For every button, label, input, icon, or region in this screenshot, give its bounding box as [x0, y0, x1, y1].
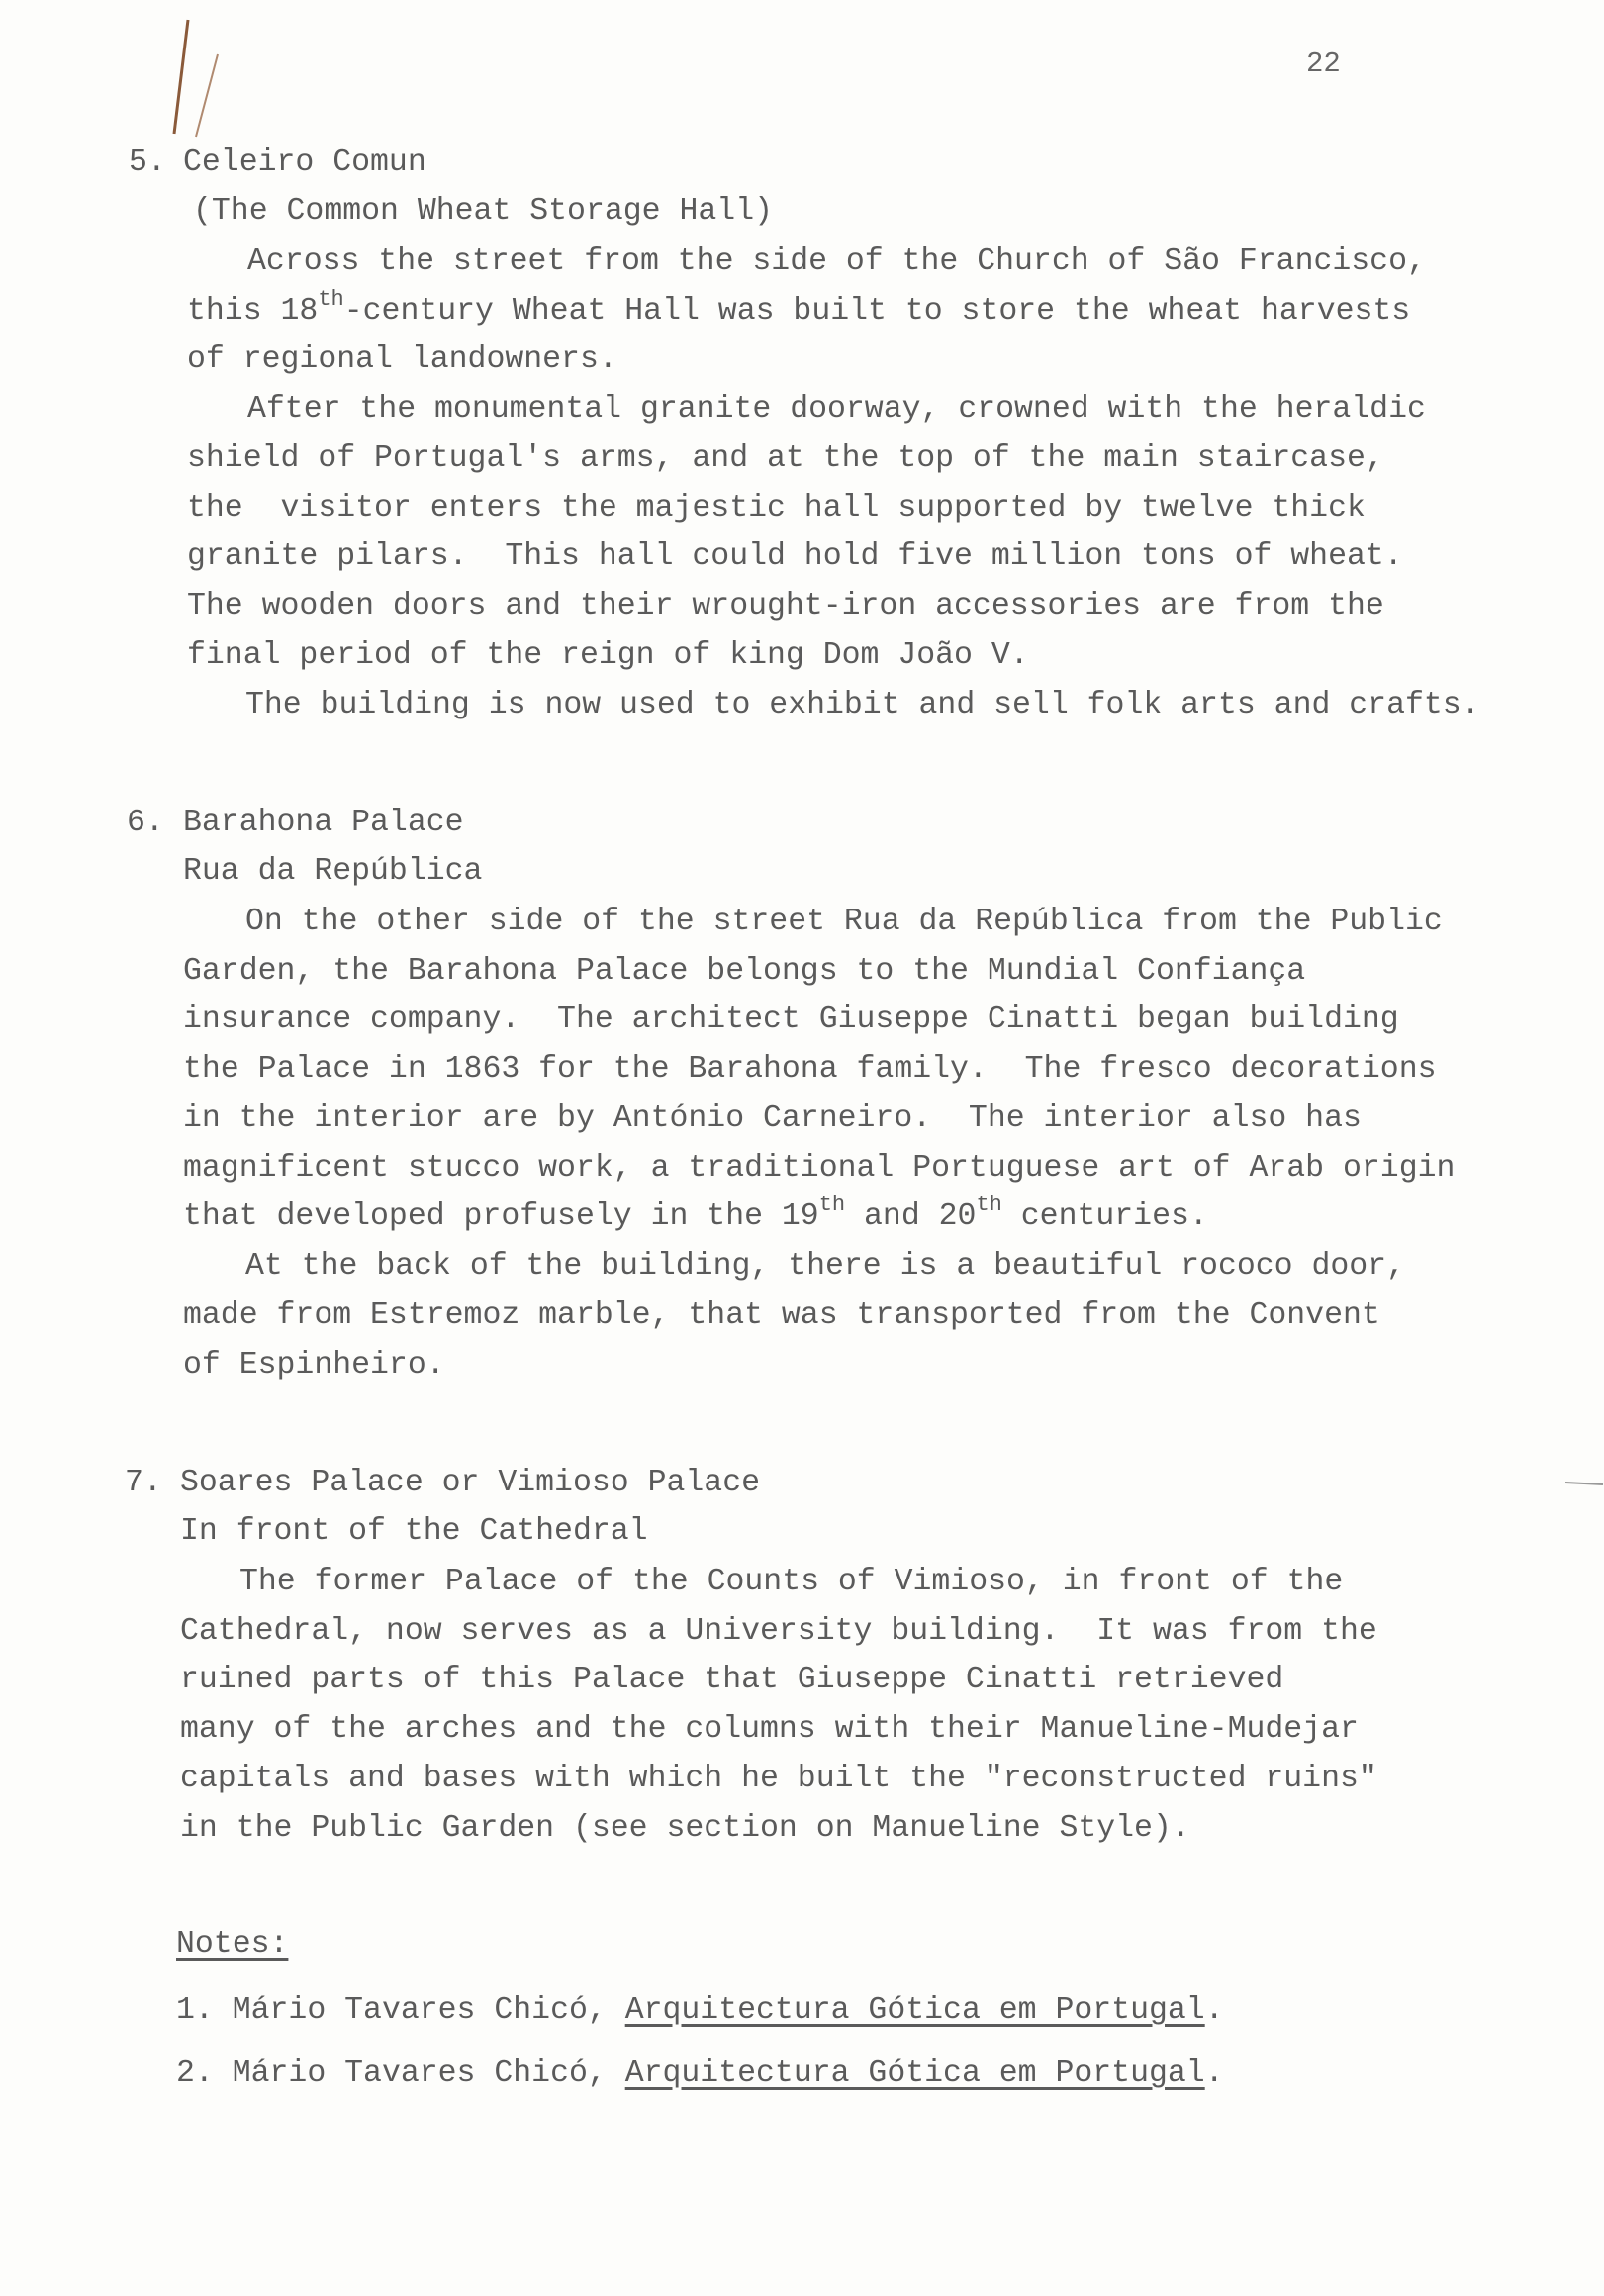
text-line: the Palace in 1863 for the Barahona family. The fresco decorations: [183, 1052, 1437, 1087]
text-line: Cathedral, now serves as a University building. It was from the: [180, 1614, 1377, 1649]
pencil-mark: [1563, 1475, 1604, 1494]
section-title: Celeiro Comun: [183, 145, 426, 180]
section-number: 7.: [125, 1466, 162, 1500]
text-line: The wooden doors and their wrought-iron accessories are from the: [187, 589, 1384, 623]
text-segment: -: [343, 294, 363, 329]
text-line: capitals and bases with which he built the "reconstructed ruins": [180, 1762, 1377, 1796]
text-line: Garden, the Barahona Palace belongs to the Mundial Confiança: [183, 954, 1306, 989]
text-line: many of the arches and the columns with their Manueline-Mudejar: [180, 1712, 1359, 1747]
text-line: Across the street from the side of the Church of São Francisco,: [247, 244, 1426, 279]
note-item: [176, 1995, 1224, 2027]
note-number: 1.: [176, 1993, 214, 2028]
section-number: 6.: [127, 806, 164, 840]
superscript: th: [976, 1193, 1002, 1217]
section-subtitle: Rua da República: [183, 854, 483, 889]
note-title: Arquitectura Gótica em Portugal: [624, 1993, 1205, 2028]
text-line: of regional landowners.: [187, 342, 617, 377]
text-line: On the other side of the street Rua da República from the Public: [245, 905, 1443, 939]
text-line: the visitor enters the majestic hall supported by twelve thick: [187, 491, 1366, 526]
text-line: shield of Portugal's arms, and at the top of the main staircase,: [187, 441, 1384, 476]
text-segment: century Wheat Hall was built to store the wheat harvests: [362, 294, 1411, 329]
text-line: made from Estremoz marble, that was transported from the Convent: [183, 1298, 1380, 1333]
note-item: [176, 2058, 1224, 2090]
text-segment: that developed profusely in the 19: [183, 1199, 819, 1234]
superscript: th: [818, 1193, 846, 1217]
text-line: At the back of the building, there is a beautiful rococo door,: [245, 1249, 1405, 1284]
note-author: Mário Tavares Chicó,: [232, 1993, 625, 2028]
note-number: 2.: [176, 2057, 214, 2091]
text-line: magnificent stucco work, a traditional Portuguese art of Arab origin: [183, 1151, 1456, 1186]
note-title: Arquitectura Gótica em Portugal: [624, 2057, 1205, 2091]
text-line: final period of the reign of king Dom João V.: [187, 638, 1029, 673]
text-segment: this 18: [187, 294, 319, 329]
text-line: The building is now used to exhibit and sell folk arts and crafts.: [245, 688, 1480, 722]
superscript: th: [318, 287, 344, 312]
text-line: ruined parts of this Palace that Giuseppe Cinatti retrieved: [180, 1663, 1284, 1697]
section-number: 5.: [129, 145, 166, 180]
text-line: [183, 1193, 1208, 1234]
section-title: Soares Palace or Vimioso Palace: [180, 1466, 760, 1500]
section-title: Barahona Palace: [183, 806, 464, 840]
pencil-mark: [127, 0, 245, 148]
section-subtitle: In front of the Cathedral: [180, 1514, 648, 1549]
note-end: .: [1204, 1993, 1224, 2028]
text-line: in the interior are by António Carneiro. The interior also has: [183, 1101, 1362, 1136]
note-end: .: [1204, 2057, 1224, 2091]
text-segment: centuries.: [1001, 1199, 1208, 1234]
text-line: in the Public Garden (see section on Manueline Style).: [180, 1811, 1190, 1846]
notes-heading: Notes:: [176, 1927, 289, 1961]
text-line: The former Palace of the Counts of Vimioso, in front of the: [239, 1565, 1344, 1599]
text-line: granite pilars. This hall could hold five million tons of wheat.: [187, 539, 1403, 574]
text-line: insurance company. The architect Giuseppe Cinatti began building: [183, 1003, 1399, 1037]
section-subtitle: (The Common Wheat Storage Hall): [193, 194, 773, 229]
text-line: [187, 287, 1411, 329]
note-author: Mário Tavares Chicó,: [232, 2057, 625, 2091]
text-segment: and 20: [845, 1199, 977, 1234]
page-number: 22: [1306, 48, 1341, 80]
text-line: of Espinheiro.: [183, 1348, 445, 1383]
text-line: After the monumental granite doorway, crowned with the heraldic: [247, 392, 1426, 427]
